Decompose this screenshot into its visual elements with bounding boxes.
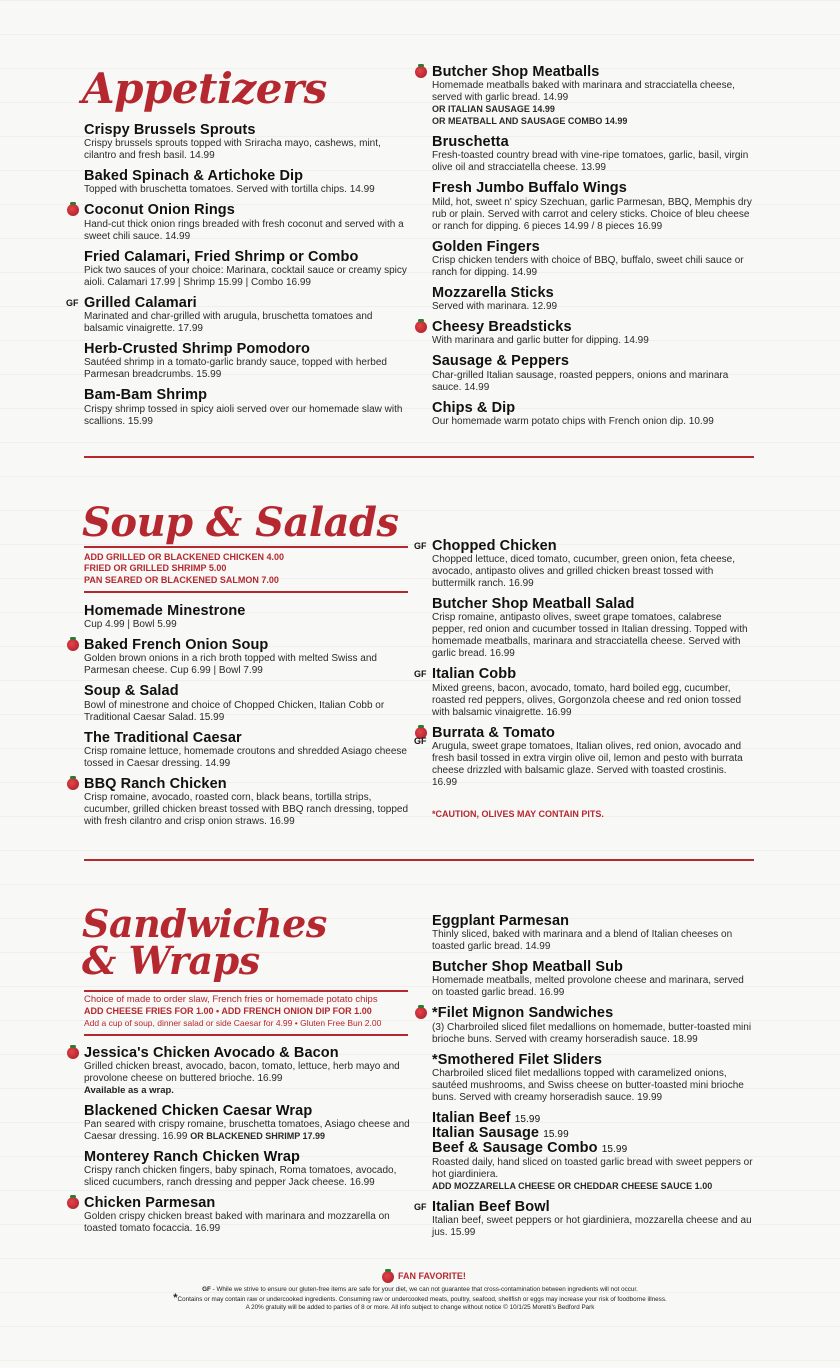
item-option: ADD MOZZARELLA CHEESE OR CHEDDAR CHEESE SAUCE 1.00 (432, 1180, 713, 1191)
tomato-icon (67, 639, 79, 651)
tomato-icon (67, 1047, 79, 1059)
item-name: Bruschetta (432, 134, 509, 151)
item-desc: Thinly sliced, baked with marinara and a blend of Italian cheeses on toasted garlic bread. 14.99 (432, 929, 733, 953)
menu-item (432, 135, 752, 174)
item-option: OR BLACKENED SHRIMP 17.99 (190, 1130, 326, 1141)
raw-food-disclaimer: Contains or may contain raw or undercooked ingredients. Consuming raw or undercooked meats, poultry, seafood, shellfish or eggs may increase your risk of foodborne illness. (177, 1295, 667, 1303)
menu-item (84, 731, 414, 770)
item-desc: (3) Charbroiled sliced filet medallions on homemade, butter-toasted mini brioche buns. Served with creamy horseradish sauce. 18.99 (432, 1021, 752, 1045)
item-price: 15.99 (543, 1129, 569, 1141)
addon-note: ADD CHEESE FRIES FOR 1.00 • ADD FRENCH ONION DIP FOR 1.00 (84, 1006, 372, 1017)
menu-item (84, 1196, 414, 1235)
item-name: Baked Spinach & Artichoke Dip (84, 168, 304, 185)
sides-note: Choice of made to order slaw, French fries or homemade potato chips (84, 994, 378, 1005)
item-desc: Served with marinara. 12.99 (432, 301, 558, 313)
menu-item (84, 203, 414, 242)
sandwiches-title-line1: Sandwiches (82, 901, 327, 946)
item-desc: Golden brown onions in a rich broth topped with melted Swiss and Parmesan cheese. Cup 6.99 | Bowl 7.99 (84, 653, 377, 677)
section-divider (84, 859, 754, 861)
fan-favorite-label: FAN FAVORITE! (398, 1271, 466, 1281)
menu-item (432, 960, 754, 999)
menu-item (84, 604, 414, 631)
item-option: OR MEATBALL AND SAUSAGE COMBO 14.99 (432, 116, 628, 127)
item-name: Italian Cobb (432, 666, 517, 683)
item-name: Cheesy Breadsticks (432, 319, 572, 336)
menu-item (414, 1198, 754, 1239)
tomato-icon (382, 1271, 394, 1283)
item-desc: Sautéed shrimp in a tomato-garlic brandy sauce, topped with herbed Parmesan breadcrumbs. 15.99 (84, 357, 387, 381)
item-name: Eggplant Parmesan (432, 913, 570, 929)
menu-item (84, 169, 414, 196)
item-name: Butcher Shop Meatball Sub (432, 959, 624, 976)
item-desc: Chopped lettuce, diced tomato, cucumber, green onion, feta cheese, avocado, antipasto olives and grilled chicken breast tossed with buttermilk ranch. 16.99 (432, 554, 735, 590)
menu-item (84, 1150, 414, 1189)
sandwiches-title (82, 901, 327, 984)
item-name: Homemade Minestrone (84, 603, 246, 619)
item-desc: Topped with bruschetta tomatoes. Served with tortilla chips. 14.99 (84, 184, 375, 196)
menu-item (84, 638, 414, 677)
menu-item (432, 597, 754, 660)
tomato-icon (415, 1007, 427, 1019)
item-desc: Arugula, sweet grape tomatoes, Italian olives, red onion, avocado and fresh basil tossed in extra virgin olive oil, lemon and pesto with burrata cheese drizzled with balsamic glaze. Served with toasted crostinis. 16.99 (432, 740, 743, 788)
menu-item (414, 724, 754, 789)
tomato-icon (67, 1197, 79, 1209)
item-desc: Crisp chicken tenders with choice of BBQ, buffalo, sweet chili sauce or ranch for dipping. 14.99 (432, 254, 744, 278)
item-name: *Smothered Filet Sliders (432, 1051, 602, 1068)
item-name: Chopped Chicken (432, 538, 557, 554)
menu-item (432, 914, 754, 953)
gluten-free-badge: GF (414, 1201, 427, 1212)
soups-right-column (414, 538, 754, 820)
tomato-icon (67, 204, 79, 216)
menu-item (84, 342, 414, 381)
item-desc: Pan seared with crispy romaine, bruschetta tomatoes, Asiago cheese and Caesar dressing. 16.99 (84, 1118, 410, 1142)
menu-item (432, 65, 752, 128)
gluten-free-badge: GF (414, 735, 427, 746)
item-desc: Homemade meatballs baked with marinara and stracciatella cheese, served with garlic bread. 14.99 (432, 80, 735, 104)
tomato-icon (67, 778, 79, 790)
addon-underline (84, 1034, 408, 1036)
menu-item (432, 1006, 754, 1045)
item-name: Jessica's Chicken Avocado & Bacon (84, 1045, 339, 1061)
soups-title: Soup & Salads (82, 499, 399, 546)
item-name: Fried Calamari, Fried Shrimp or Combo (84, 248, 359, 265)
item-desc: Bowl of minestrone and choice of Chopped Chicken, Italian Cobb or Traditional Caesar Salad. 15.99 (84, 699, 385, 723)
gluten-free-badge: GF (414, 669, 427, 680)
menu-item (84, 388, 414, 427)
item-name: Bam-Bam Shrimp (84, 387, 208, 404)
item-name: Butcher Shop Meatballs (432, 64, 600, 80)
item-desc: Roasted daily, hand sliced on toasted garlic bread with sweet peppers or hot giardiniera. (432, 1156, 753, 1180)
sandwiches-left-column (84, 1046, 414, 1242)
item-name: Mozzarella Sticks (432, 284, 554, 301)
gratuity-note: A 20% gratuity will be added to parties of 8 or more. All info subject to change without notice © 10/1/25 Moretti's Bedford Park (245, 1304, 595, 1311)
menu-item (84, 684, 414, 723)
item-desc: Golden crispy chicken breast baked with marinara and mozzarella on toasted tomato focaccia. 16.99 (84, 1211, 390, 1235)
item-name: Baked French Onion Soup (84, 637, 269, 654)
item-desc: Mixed greens, bacon, avocado, tomato, hard boiled egg, cucumber, roasted red peppers, olives, Gorgonzola cheese and red onion tossed with balsamic vinaigrette. 16.99 (432, 682, 742, 718)
menu-item (84, 1046, 414, 1097)
item-desc: Charbroiled sliced filet medallions topped with caramelized onions, sautéed mushrooms, and Swiss cheese on butter-toasted mini brioche buns. Served with creamy horseradish sauce. 19.99 (432, 1067, 744, 1103)
item-desc: Cup 4.99 | Bowl 5.99 (84, 619, 177, 631)
caution-note: *CAUTION, OLIVES MAY CONTAIN PITS. (432, 808, 604, 819)
item-name: Grilled Calamari (84, 294, 197, 311)
sandwiches-title-line2: & Wraps (82, 938, 260, 984)
asterisk-mark: * (173, 1291, 178, 1304)
item-name: Italian Beef (432, 1109, 511, 1126)
addon-note: PAN SEARED OR BLACKENED SALMON 7.00 (84, 574, 279, 585)
menu-item (432, 286, 752, 313)
item-name: Italian Beef Bowl (432, 1198, 550, 1215)
gluten-free-badge: GF (66, 297, 79, 308)
menu-item (432, 354, 752, 393)
soups-left-column (84, 604, 414, 835)
item-desc: Pick two sauces of your choice: Marinara, cocktail sauce or creamy spicy aioli. Calamari 17.99 | Shrimp 15.99 | Combo 16.99 (84, 264, 407, 288)
item-name: Beef & Sausage Combo (432, 1140, 598, 1157)
menu-item (66, 294, 414, 335)
addon-note: Add a cup of soup, dinner salad or side Caesar for 4.99 • Gluten Free Bun 2.00 (84, 1017, 382, 1028)
item-name: Blackened Chicken Caesar Wrap (84, 1102, 313, 1119)
title-underline (84, 990, 408, 992)
gluten-free-badge: GF (202, 1286, 211, 1293)
appetizers-title: Appetizers (82, 64, 327, 113)
item-name: Herb-Crusted Shrimp Pomodoro (84, 341, 310, 358)
item-desc: Grilled chicken breast, avocado, bacon, tomato, lettuce, herb mayo and provolone cheese on buttered brioche. 16.99 (84, 1061, 400, 1085)
menu-item (84, 250, 414, 289)
appetizers-right-column (432, 65, 752, 435)
footer-disclaimer (0, 1286, 840, 1313)
item-note: Available as a wrap. (84, 1085, 174, 1097)
item-name: Sausage & Peppers (432, 353, 570, 370)
item-desc: Crispy shrimp tossed in spicy aioli served over our homemade slaw with scallions. 15.99 (84, 403, 403, 427)
item-option: OR ITALIAN SAUSAGE 14.99 (432, 104, 555, 115)
appetizers-left-column (66, 122, 414, 435)
item-desc: Crisp romaine, avocado, roasted corn, black beans, tortilla strips, cucumber, grilled chicken breast tossed with BBQ ranch dressing, topped with fresh cilantro and crisp onion straws. 16.99 (84, 792, 409, 828)
item-desc: Our homemade warm potato chips with French onion dip. 10.99 (432, 415, 714, 427)
gf-disclaimer: - While we strive to ensure our gluten-free items are safe for your diet, we can not guarantee that cross-contamination between ingredients will not occur. (210, 1286, 638, 1293)
item-name: Crispy Brussels Sprouts (84, 122, 256, 138)
item-desc: Crisp romaine lettuce, homemade croutons and shredded Asiago cheese tossed in Caesar dressing. 14.99 (84, 745, 407, 769)
item-desc: Italian beef, sweet peppers or hot giardiniera, mozzarella cheese and au jus. 15.99 (432, 1214, 752, 1238)
item-price: 15.99 (514, 1113, 541, 1125)
menu-item (84, 777, 414, 828)
addon-note: ADD GRILLED OR BLACKENED CHICKEN 4.00 (84, 552, 285, 562)
menu-item (432, 401, 752, 428)
item-desc: Mild, hot, sweet n' spicy Szechuan, garlic Parmesan, BBQ, Memphis dry rub or plain. Served with carrot and celery sticks. Choice of bleu cheese or ranch for dipping. 6 pieces 14.99 / 8 pieces 16.99 (432, 196, 752, 232)
tomato-icon (415, 66, 427, 78)
item-name: *Filet Mignon Sandwiches (432, 1005, 614, 1022)
item-desc: Crispy brussels sprouts topped with Sriracha mayo, cashews, mint, cilantro and fresh basil. 14.99 (84, 138, 381, 162)
item-desc: Fresh-toasted country bread with vine-ripe tomatoes, garlic, basil, virgin olive oil and stracciatella cheese. 13.99 (432, 150, 749, 174)
item-name: Chicken Parmesan (84, 1195, 216, 1212)
sandwiches-notes (84, 994, 414, 1029)
menu-item (414, 666, 754, 718)
menu-item (432, 181, 752, 232)
menu-item (432, 240, 752, 279)
menu-item (432, 1053, 754, 1104)
item-desc: Marinated and char-grilled with arugula, bruschetta tomatoes and balsamic vinaigrette. 17.99 (84, 311, 373, 335)
item-desc: Hand-cut thick onion rings breaded with fresh coconut and served with a sweet chili sauce. 14.99 (84, 218, 404, 242)
item-name: Italian Sausage (432, 1125, 540, 1142)
item-name: Monterey Ranch Chicken Wrap (84, 1148, 300, 1165)
item-name: Soup & Salad (84, 683, 179, 700)
item-price: 15.99 (601, 1144, 628, 1156)
item-name: Fresh Jumbo Buffalo Wings (432, 180, 627, 197)
menu-item-italian-beef (432, 1111, 754, 1193)
item-name: The Traditional Caesar (84, 729, 242, 746)
item-name: BBQ Ranch Chicken (84, 775, 227, 792)
item-name: Chips & Dip (432, 399, 516, 416)
menu-item (84, 1104, 414, 1143)
item-desc: With marinara and garlic butter for dipping. 14.99 (432, 335, 649, 347)
item-name: Butcher Shop Meatball Salad (432, 596, 635, 613)
item-name: Golden Fingers (432, 238, 540, 255)
item-desc: Char-grilled Italian sausage, roasted peppers, onions and marinara sauce. 14.99 (432, 369, 729, 393)
addon-note: FRIED OR GRILLED SHRIMP 5.00 (84, 563, 227, 574)
title-underline (84, 546, 408, 548)
menu-item (414, 538, 754, 590)
addon-underline (84, 591, 408, 593)
item-name: Burrata & Tomato (432, 724, 555, 741)
item-desc: Crisp romaine, antipasto olives, sweet grape tomatoes, calabrese pepper, red onion and cucumber tossed in Italian dressing. Topped with homemade meatballs, marinara and stracciatella cheese. Served with garlic bread. 16.99 (432, 612, 748, 660)
section-divider (84, 456, 754, 458)
tomato-icon (415, 321, 427, 333)
sandwiches-right-column (414, 913, 754, 1246)
item-name: Coconut Onion Rings (84, 202, 235, 219)
gluten-free-badge: GF (414, 541, 427, 551)
item-desc: Homemade meatballs, melted provolone cheese and marinara, served on toasted garlic bread. 16.99 (432, 975, 744, 999)
menu-item (84, 123, 414, 162)
soups-addons (84, 552, 414, 586)
item-desc: Crispy ranch chicken fingers, baby spinach, Roma tomatoes, avocado, sliced cucumbers, ranch dressing and pepper Jack cheese. 16.99 (84, 1165, 397, 1189)
menu-item (432, 320, 752, 347)
